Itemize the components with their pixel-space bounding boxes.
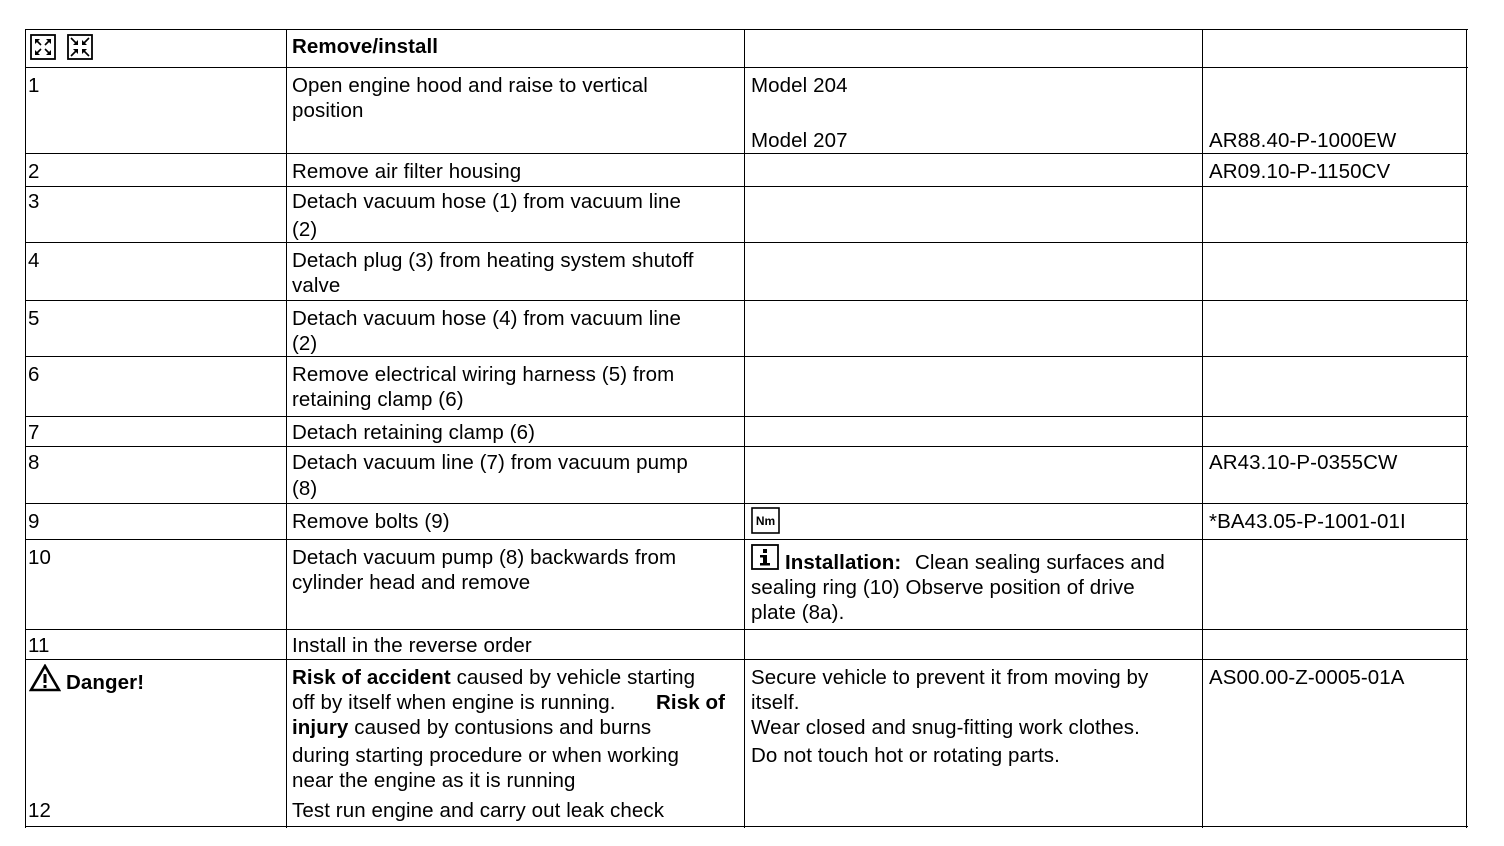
column-divider — [286, 29, 287, 828]
row-divider — [25, 242, 1468, 243]
collapse-icon[interactable] — [67, 34, 93, 60]
step-description: Remove electrical wiring harness (5) from — [292, 363, 675, 386]
step-description: (2) — [292, 332, 318, 355]
row-divider — [25, 629, 1468, 630]
table-border-bottom — [25, 826, 1468, 827]
torque-nm-icon[interactable] — [751, 507, 780, 534]
step-note: Clean sealing surfaces and — [915, 551, 1165, 574]
step-number: 1 — [28, 74, 40, 97]
table-border-top — [25, 29, 1468, 30]
danger-description-line — [292, 665, 695, 690]
info-icon — [751, 544, 779, 570]
step-number: 10 — [28, 546, 52, 569]
step-reference-link[interactable]: AR88.40-P-1000EW — [1209, 129, 1397, 152]
danger-description-line: during starting procedure or when working — [292, 744, 679, 767]
row-divider — [25, 539, 1468, 540]
risk-text: caused by vehicle starting — [450, 666, 696, 689]
row-divider — [25, 300, 1468, 301]
risk-of-accident: Risk of accident — [292, 666, 451, 689]
step-description: position — [292, 99, 364, 122]
row-divider — [25, 503, 1468, 504]
step-reference-link[interactable]: *BA43.05-P-1001-01I — [1209, 510, 1406, 533]
warning-triangle-icon — [29, 664, 61, 692]
danger-note: Do not touch hot or rotating parts. — [751, 744, 1060, 767]
column-divider — [1202, 29, 1203, 828]
torque-nm-icon-label: Nm — [755, 514, 776, 528]
step-description: Detach vacuum line (7) from vacuum pump — [292, 451, 688, 474]
step-description: Detach retaining clamp (6) — [292, 421, 536, 444]
step-description: Install in the reverse order — [292, 634, 532, 657]
step-description: Detach vacuum pump (8) backwards from — [292, 546, 677, 569]
row-divider — [25, 356, 1468, 357]
step-number: 7 — [28, 421, 40, 444]
danger-note: Secure vehicle to prevent it from moving by — [751, 666, 1149, 689]
table-border-left — [25, 29, 26, 828]
step-note: sealing ring (10) Observe position of drive — [751, 576, 1135, 599]
step-description: Detach vacuum hose (4) from vacuum line — [292, 307, 682, 330]
row-divider — [25, 659, 1468, 660]
step-description: Remove air filter housing — [292, 160, 522, 183]
row-divider — [25, 186, 1468, 187]
step-reference-link[interactable]: AR43.10-P-0355CW — [1209, 451, 1398, 474]
danger-description-line: off by itself when engine is running. — [292, 691, 616, 714]
step-reference-link[interactable]: AR09.10-P-1150CV — [1209, 160, 1391, 183]
step-description: retaining clamp (6) — [292, 388, 464, 411]
table-border-right — [1466, 29, 1467, 828]
danger-reference-link[interactable]: AS00.00-Z-0005-01A — [1209, 666, 1405, 689]
expand-icon[interactable] — [30, 34, 56, 60]
step-number: 2 — [28, 160, 40, 183]
step-number: 6 — [28, 363, 40, 386]
column-divider — [744, 29, 745, 828]
step-description: cylinder head and remove — [292, 571, 531, 594]
step-number: 11 — [28, 634, 50, 657]
step-description: valve — [292, 274, 341, 297]
risk-of-injury-b: injury — [292, 716, 349, 739]
step-number: 12 — [28, 799, 52, 822]
risk-of-injury-a: Risk of — [656, 691, 726, 714]
step-note: plate (8a). — [751, 601, 845, 624]
step-number: 9 — [28, 510, 40, 533]
row-divider — [25, 153, 1468, 154]
step-note: Model 204 — [751, 74, 848, 97]
danger-note: Wear closed and snug-fitting work clothes. — [751, 716, 1140, 739]
row-divider — [25, 446, 1468, 447]
step-description: Detach vacuum hose (1) from vacuum line — [292, 190, 682, 213]
step-number: 4 — [28, 249, 40, 272]
step-description: Open engine hood and raise to vertical — [292, 74, 648, 97]
step-number: 3 — [28, 190, 40, 213]
danger-label: Danger! — [66, 671, 145, 694]
risk-text: caused by contusions and burns — [348, 716, 652, 739]
step-number: 8 — [28, 451, 40, 474]
step-number: 5 — [28, 307, 40, 330]
row-divider — [25, 416, 1468, 417]
row-divider — [25, 67, 1468, 68]
danger-description-line: near the engine as it is running — [292, 769, 576, 792]
danger-note: itself. — [751, 691, 800, 714]
step-description: Remove bolts (9) — [292, 510, 450, 533]
header-title: Remove/install — [292, 35, 439, 58]
installation-label: Installation: — [785, 551, 902, 574]
step-description: Detach plug (3) from heating system shutoff — [292, 249, 694, 272]
step-description: (8) — [292, 477, 318, 500]
danger-description-line — [292, 715, 651, 740]
step-description: Test run engine and carry out leak check — [292, 799, 665, 822]
step-note: Model 207 — [751, 129, 848, 152]
step-description: (2) — [292, 218, 318, 241]
